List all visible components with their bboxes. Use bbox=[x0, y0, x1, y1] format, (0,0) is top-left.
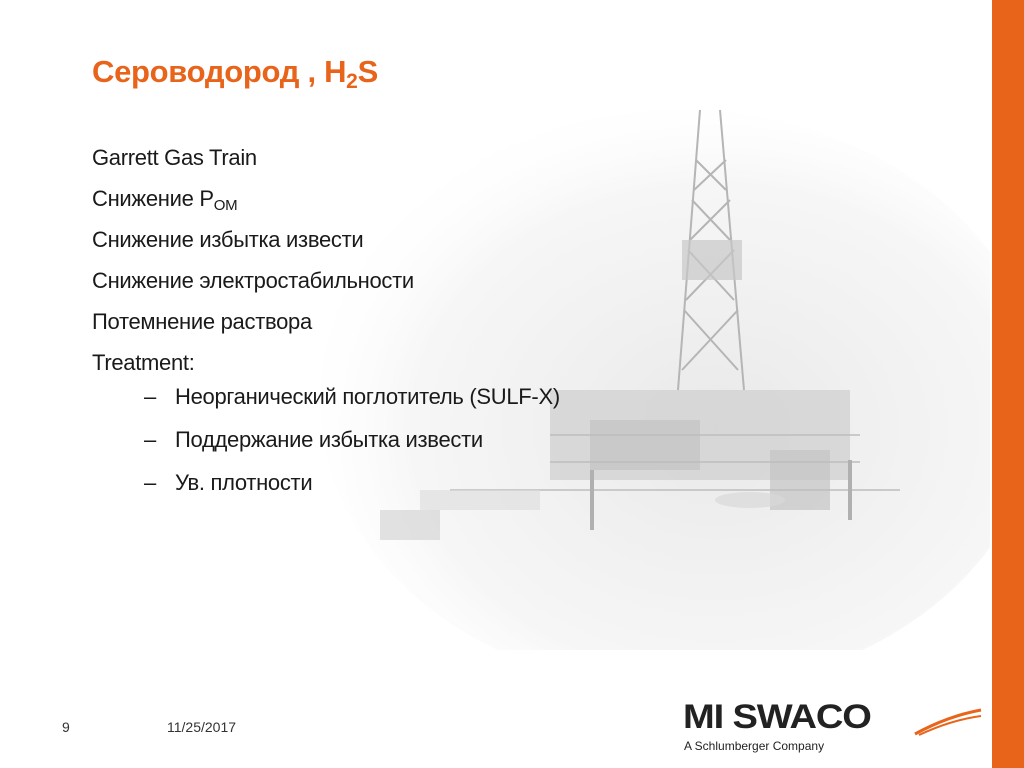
list-item: Потемнение раствора bbox=[92, 309, 312, 334]
bullet-list bbox=[92, 142, 414, 388]
sub-list-item: – Неорганический поглотитель (SULF-X) bbox=[144, 381, 560, 424]
logo-tagline: A Schlumberger Company bbox=[684, 739, 825, 753]
list-item: Garrett Gas Train bbox=[92, 145, 257, 170]
logo-swoosh-icon bbox=[913, 706, 983, 736]
slide-title bbox=[92, 54, 378, 93]
title-suffix: S bbox=[357, 54, 378, 89]
list-item: Снижение $P_{OM}$ bbox=[92, 186, 238, 214]
accent-side-bar bbox=[992, 0, 1024, 768]
dash-bullet: – bbox=[144, 384, 156, 409]
title-text: Сероводород , H bbox=[92, 54, 347, 89]
title-subscript: 2 bbox=[346, 70, 358, 93]
logo-wordmark: MI SWACO bbox=[683, 698, 871, 736]
list-item: Снижение избытка извести bbox=[92, 227, 364, 252]
page-number: 9 bbox=[62, 719, 70, 735]
company-logo bbox=[683, 700, 983, 756]
list-item: Снижение электростабильности bbox=[92, 268, 414, 293]
sub-list-item: – Ув. плотности bbox=[144, 467, 560, 510]
list-item: Treatment: bbox=[92, 350, 195, 375]
sub-list-item: – Поддержание избытка извести bbox=[144, 424, 560, 467]
dash-bullet: – bbox=[144, 470, 156, 495]
footer-date: 11/25/2017 bbox=[167, 719, 237, 735]
dash-bullet: – bbox=[144, 427, 156, 452]
sub-bullet-list bbox=[144, 381, 560, 510]
